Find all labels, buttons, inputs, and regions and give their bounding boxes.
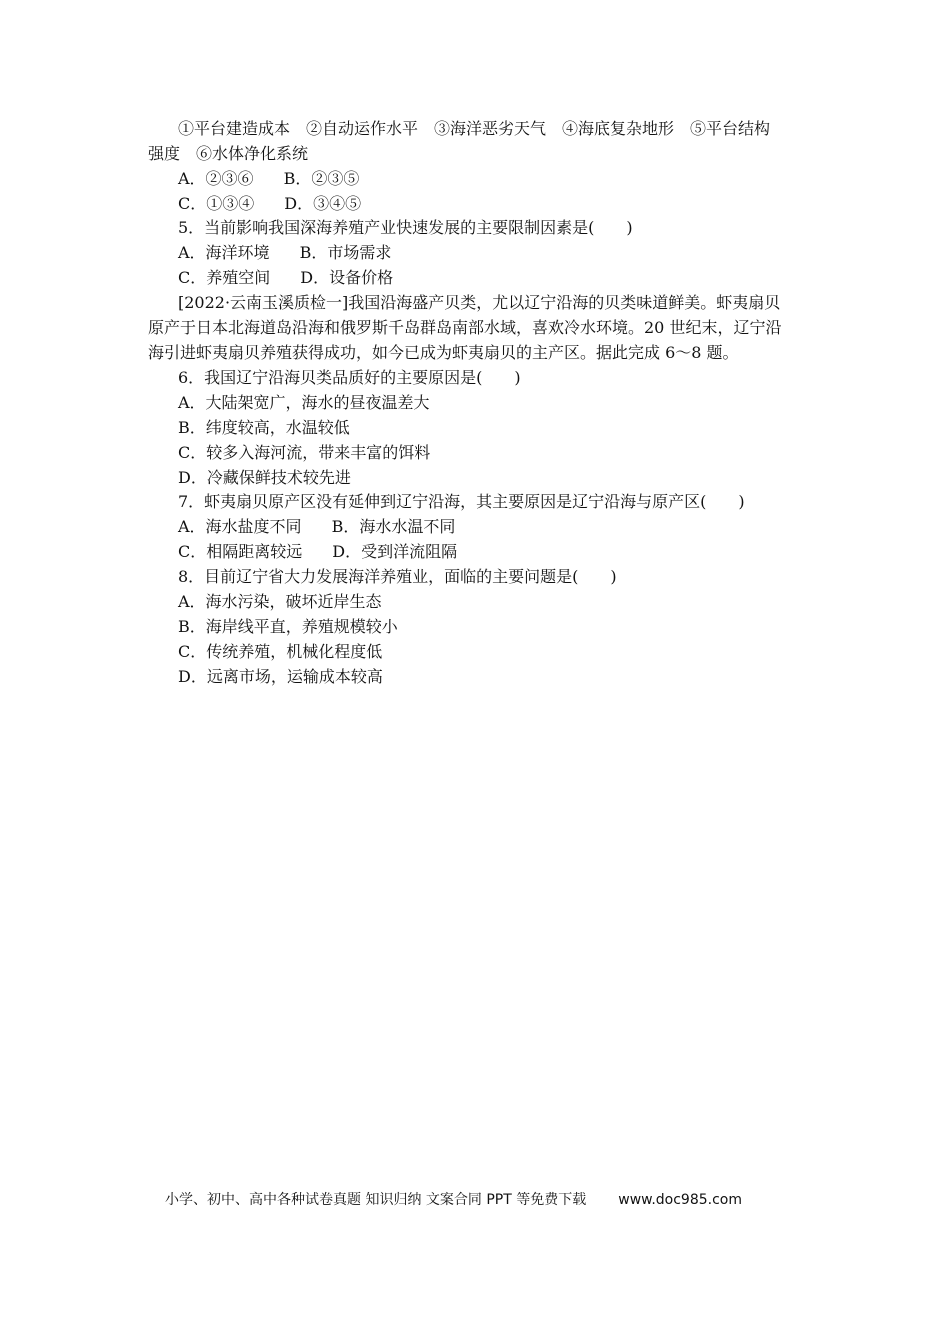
q7-choice-d: D．受到洋流阻隔 [332, 542, 458, 561]
passage-line3: 海引进虾夷扇贝养殖获得成功，如今已成为虾夷扇贝的主产区。据此完成 6～8 题。 [148, 343, 739, 362]
q4-choice-b: B．②③⑤ [283, 169, 360, 188]
q4-choice-d: D．③④⑤ [284, 194, 362, 213]
q4-choice-a: A．②③⑥ [178, 169, 254, 188]
q8-stem: 8．目前辽宁省大力发展海洋养殖业，面临的主要问题是( ) [178, 567, 617, 586]
q6-choice-b: B．纬度较高，水温较低 [178, 418, 350, 437]
q5-choices-ab [178, 241, 391, 265]
q5-stem: 5．当前影响我国深海养殖产业快速发展的主要限制因素是( ) [178, 218, 633, 237]
q6-stem: 6．我国辽宁沿海贝类品质好的主要原因是( ) [178, 368, 521, 387]
q6-choice-c: C．较多入海河流，带来丰富的饵料 [178, 443, 431, 462]
page-footer [165, 1190, 742, 1210]
q7-stem: 7．虾夷扇贝原产区没有延伸到辽宁沿海，其主要原因是辽宁沿海与原产区( ) [178, 492, 745, 511]
q7-choices-ab [178, 515, 455, 539]
passage-line2: 原产于日本北海道岛沿海和俄罗斯千岛群岛南部水域，喜欢冷水环境。20 世纪末，辽宁沿 [148, 318, 782, 337]
q8-choice-d: D．远离市场，运输成本较高 [178, 667, 383, 686]
q5-choice-d: D．设备价格 [300, 268, 394, 287]
q6-choice-d: D．冷藏保鲜技术较先进 [178, 468, 351, 487]
q4-options-line2: 强度 ⑥水体净化系统 [148, 144, 309, 163]
q6-choice-a: A．大陆架宽广，海水的昼夜温差大 [178, 393, 430, 412]
q8-choice-b: B．海岸线平直，养殖规模较小 [178, 617, 398, 636]
passage-line1: [2022·云南玉溪质检一]我国沿海盛产贝类，尤以辽宁沿海的贝类味道鲜美。虾夷扇贝 [178, 293, 781, 312]
q7-choice-b: B．海水水温不同 [331, 517, 456, 536]
q7-choice-a: A．海水盐度不同 [178, 517, 302, 536]
q8-choice-c: C．传统养殖，机械化程度低 [178, 642, 383, 661]
q5-choice-c: C．养殖空间 [178, 268, 271, 287]
q4-choices-ab [178, 167, 359, 191]
q4-options-line1: ①平台建造成本 ②自动运作水平 ③海洋恶劣天气 ④海底复杂地形 ⑤平台结构 [178, 119, 771, 138]
q4-choice-c: C．①③④ [178, 194, 255, 213]
q7-choices-cd [178, 540, 457, 564]
q5-choices-cd [178, 266, 393, 290]
q8-choice-a: A．海水污染，破坏近岸生态 [178, 592, 382, 611]
q4-choices-cd [178, 192, 361, 216]
q5-choice-b: B．市场需求 [299, 243, 392, 262]
footer-text: 小学、初中、高中各种试卷真题 知识归纳 文案合同 PPT 等免费下载 [165, 1192, 587, 1208]
footer-url[interactable]: www.doc985.com [618, 1192, 742, 1208]
q5-choice-a: A．海洋环境 [178, 243, 270, 262]
q7-choice-c: C．相隔距离较远 [178, 542, 303, 561]
